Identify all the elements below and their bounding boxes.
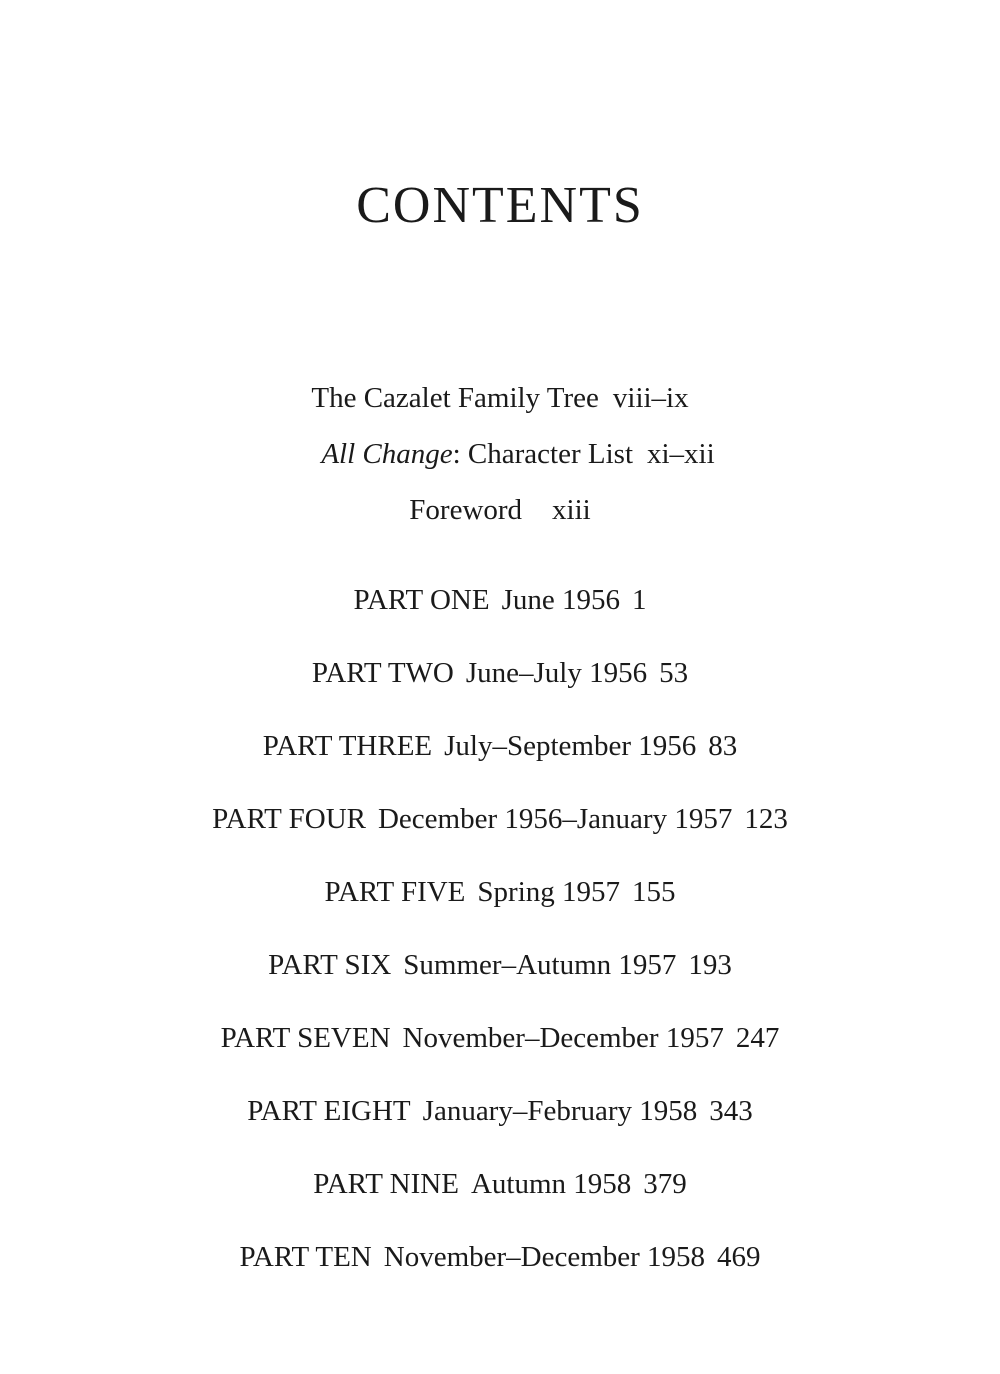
part-period: Summer–Autumn 1957	[403, 949, 677, 981]
part-label: PART ONE	[353, 584, 490, 616]
part-entry	[0, 729, 1000, 763]
part-period: Spring 1957	[477, 876, 620, 908]
part-label: PART TEN	[239, 1241, 372, 1273]
part-period: July–September 1956	[444, 730, 697, 762]
part-entry	[0, 802, 1000, 836]
part-page: 1	[631, 584, 647, 616]
part-page: 83	[708, 730, 738, 762]
part-period: December 1956–January 1957	[377, 803, 733, 835]
entry-page: xi–xii	[647, 438, 715, 470]
part-page: 193	[688, 949, 732, 981]
part-entry	[0, 1240, 1000, 1274]
part-label: PART SIX	[268, 949, 392, 981]
part-label: PART FOUR	[212, 803, 366, 835]
part-label: PART NINE	[313, 1168, 459, 1200]
part-page: 343	[709, 1095, 753, 1127]
part-page: 53	[659, 657, 689, 689]
part-page: 155	[632, 876, 676, 908]
part-label: PART SEVEN	[220, 1022, 391, 1054]
part-label: PART EIGHT	[247, 1095, 411, 1127]
front-matter-entry	[0, 437, 1000, 471]
entry-page: xiii	[552, 494, 591, 526]
part-period: June 1956	[501, 584, 620, 616]
part-label: PART TWO	[311, 657, 454, 689]
front-matter-entry	[0, 493, 1000, 527]
part-period: November–December 1957	[402, 1022, 724, 1054]
entry-title: : Character List	[452, 438, 633, 470]
entry-title: The Cazalet Family Tree	[311, 382, 599, 414]
part-entry	[0, 1094, 1000, 1128]
part-page: 247	[735, 1022, 780, 1054]
entry-page: viii–ix	[612, 382, 689, 414]
part-period: Autumn 1958	[470, 1168, 632, 1200]
part-entry	[0, 1021, 1000, 1055]
part-period: January–February 1958	[422, 1095, 698, 1127]
part-page: 379	[643, 1168, 687, 1200]
page-title: CONTENTS	[356, 177, 644, 234]
entry-title-italic: All Change	[321, 438, 453, 470]
part-entry	[0, 583, 1000, 617]
part-label: PART THREE	[262, 730, 433, 762]
part-period: June–July 1956	[465, 657, 648, 689]
part-entry	[0, 656, 1000, 690]
part-page: 469	[717, 1241, 761, 1273]
part-entry	[0, 948, 1000, 982]
part-entry	[0, 875, 1000, 909]
part-label: PART FIVE	[324, 876, 466, 908]
part-page: 123	[744, 803, 788, 835]
entry-title: Foreword	[409, 494, 523, 526]
front-matter-entry	[0, 381, 1000, 415]
part-entry	[0, 1167, 1000, 1201]
part-period: November–December 1958	[383, 1241, 706, 1273]
